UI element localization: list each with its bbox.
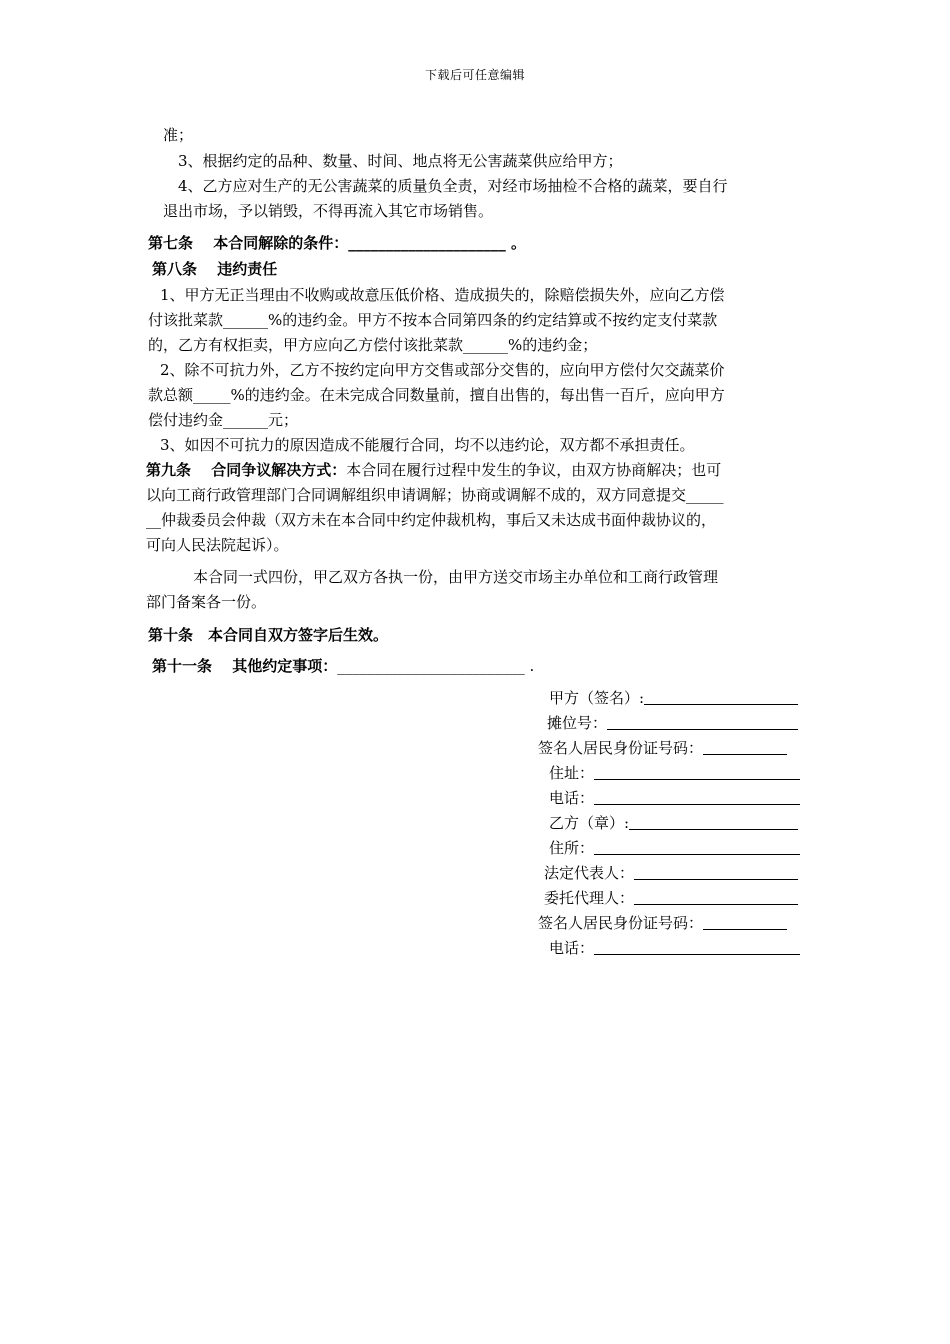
clause-line: 本合同一式四份，甲乙双方各执一份，由甲方送交市场主办单位和工商行政管理 — [193, 568, 719, 586]
signature-blank — [594, 763, 800, 780]
signature-blank — [644, 688, 798, 705]
clause-line: __仲裁委员会仲裁（双方未在本合同中约定仲裁机构，事后又未达成书面仲裁协议的， — [146, 511, 717, 529]
residence-label: 住所： — [549, 839, 595, 857]
clause-line: 1、甲方无正当理由不收购或故意压低价格、造成损失的，除赔偿损失外，应向乙方偿 — [160, 286, 725, 304]
signature-blank — [634, 863, 798, 880]
signature-blank — [634, 888, 798, 905]
phone-label: 电话： — [549, 789, 595, 807]
party-b-id-row — [538, 912, 787, 934]
article-7-heading: 第七条 本合同解除的条件：_____________________ 。 — [148, 234, 526, 252]
page-header: 下载后可任意编辑 — [424, 68, 525, 82]
article-11-blank: _________________________ . — [337, 657, 535, 675]
party-a-phone-row — [549, 787, 800, 809]
stall-number-label: 摊位号： — [547, 714, 608, 732]
clause-line: 可向人民法院起诉）。 — [146, 536, 289, 554]
clause-line: 准； — [163, 126, 194, 144]
address-row — [549, 762, 800, 784]
signature-blank — [703, 738, 787, 755]
clause-line: 部门备案各一份。 — [146, 593, 267, 611]
article-9-heading: 第九条 合同争议解决方式： — [146, 461, 347, 479]
legal-representative-label: 法定代表人： — [544, 864, 635, 882]
party-a-signature-row — [549, 687, 798, 709]
signature-blank — [607, 713, 798, 730]
article-10-heading: 第十条 本合同自双方签字后生效。 — [148, 626, 389, 644]
signature-blank — [594, 838, 800, 855]
signature-blank — [594, 788, 800, 805]
article-11-heading: 第十一条 其他约定事项： — [152, 657, 338, 675]
party-a-id-row — [538, 737, 787, 759]
agent-row — [544, 887, 798, 909]
clause-line: 的，乙方有权拒卖，甲方应向乙方偿付该批菜款______%的违约金； — [148, 336, 598, 354]
id-number-label: 签名人居民身份证号码： — [538, 914, 704, 932]
signature-blank — [629, 813, 798, 830]
id-number-label: 签名人居民身份证号码： — [538, 739, 704, 757]
residence-row — [549, 837, 800, 859]
legal-representative-row — [544, 862, 798, 884]
clause-line: 3、根据约定的品种、数量、时间、地点将无公害蔬菜供应给甲方； — [178, 152, 623, 170]
clause-line: 以向工商行政管理部门合同调解组织申请调解；协商或调解不成的，双方同意提交_____ — [146, 486, 724, 504]
article-9-line — [146, 459, 721, 481]
address-label: 住址： — [549, 764, 595, 782]
stall-number-row — [547, 712, 798, 734]
clause-line: 偿付违约金______元； — [148, 411, 299, 429]
clause-line: 付该批菜款______%的违约金。甲方不按本合同第四条的约定结算或不按约定支付菜款 — [148, 311, 718, 329]
article-11-line — [152, 655, 534, 677]
party-b-label: 乙方（章）: — [549, 814, 630, 832]
clause-line: 4、乙方应对生产的无公害蔬菜的质量负全责，对经市场抽检不合格的蔬菜，要自行 — [178, 177, 728, 195]
signature-blank — [703, 913, 787, 930]
phone-label: 电话： — [549, 939, 595, 957]
article-8-heading: 第八条 违约责任 — [152, 260, 278, 278]
clause-text: 本合同在履行过程中发生的争议，由双方协商解决；也可 — [346, 461, 722, 479]
signature-blank — [594, 938, 800, 955]
party-b-phone-row — [549, 937, 800, 959]
clause-line: 退出市场，予以销毁，不得再流入其它市场销售。 — [163, 202, 494, 220]
clause-line: 款总额_____%的违约金。在未完成合同数量前，擅自出售的，每出售一百斤，应向甲方 — [148, 386, 725, 404]
clause-line: 2、除不可抗力外，乙方不按约定向甲方交售或部分交售的，应向甲方偿付欠交蔬菜价 — [160, 361, 725, 379]
party-b-seal-row — [549, 812, 798, 834]
clause-line: 3、如因不可抗力的原因造成不能履行合同，均不以违约论，双方都不承担责任。 — [160, 436, 695, 454]
agent-label: 委托代理人： — [544, 889, 635, 907]
party-a-label: 甲方（签名）: — [549, 689, 645, 707]
